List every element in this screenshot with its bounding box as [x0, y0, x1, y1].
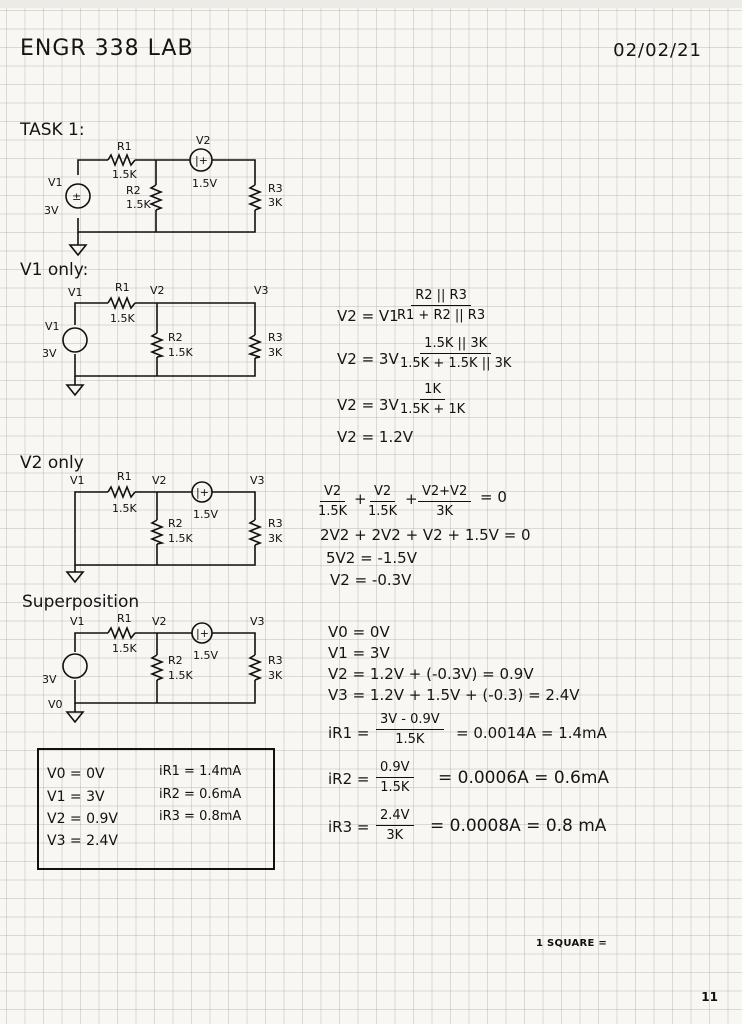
super-i3-fraction [376, 808, 414, 843]
super-i2-lhs: iR2 = [328, 770, 370, 788]
v2only-r2-value: 1.5K [168, 532, 193, 545]
superposition-heading: Superposition [22, 592, 140, 612]
v1only-eq1-den: R1 + R2 || R3 [397, 308, 486, 323]
super-v0-label: V0 [48, 698, 63, 711]
v1only-node2: V2 [150, 284, 165, 297]
super-r2-value: 1.5K [168, 669, 193, 682]
v2only-r1-value: 1.5K [112, 502, 137, 515]
v1only-eq3-den: 1.5K + 1K [400, 402, 466, 417]
super-src-value: 3V [42, 673, 57, 686]
v2only-plus1: + [354, 490, 367, 508]
v2only-node1: V1 [70, 474, 85, 487]
super-eq2: V1 = 3V [328, 644, 390, 662]
v1only-r3-label: R3 [268, 331, 283, 344]
super-i3-lhs: iR3 = [328, 818, 370, 836]
task1-r1-value: 1.5K [112, 168, 137, 181]
summary-v3: V3 = 2.4V [47, 833, 118, 849]
v1only-r2-value: 1.5K [168, 346, 193, 359]
task1-v2-value: 1.5V [192, 177, 218, 190]
task1-v2-label: V2 [196, 134, 211, 147]
super-src2-value: 1.5V [193, 649, 219, 662]
summary-i3: iR3 = 0.8mA [159, 809, 242, 824]
super-r1-value: 1.5K [112, 642, 137, 655]
v2only-r2-label: R2 [168, 517, 183, 530]
v1only-eq3-lhs: V2 = 3V [337, 396, 399, 414]
v1only-eq2-lhs: V2 = 3V [337, 350, 399, 368]
v2only-r1-label: R1 [117, 470, 132, 483]
page-date: 02/02/21 [613, 40, 702, 61]
super-i3-den: 3K [386, 828, 404, 843]
v2only-heading: V2 only [20, 453, 84, 473]
task1-r3-label: R3 [268, 182, 283, 195]
square-scale-label: 1 SQUARE = [536, 938, 608, 949]
super-eq3: V2 = 1.2V + (-0.3V) = 0.9V [328, 665, 534, 683]
super-eq1: V0 = 0V [328, 623, 390, 641]
summary-i2: iR2 = 0.6mA [159, 787, 242, 802]
super-node3: V3 [250, 615, 265, 628]
v1only-r1-value: 1.5K [110, 312, 135, 325]
task1-r1-label: R1 [117, 140, 132, 153]
task1-v2-sign: |+ [195, 154, 208, 167]
task1-r2-value: 1.5K [126, 198, 151, 211]
super-i1-num: 3V - 0.9V [376, 712, 444, 730]
v2only-term2-num: V2 [370, 484, 395, 502]
summary-v2: V2 = 0.9V [47, 811, 118, 827]
page-number: 11 [701, 990, 718, 1004]
v1only-eq1-lhs: V2 = V1 [337, 307, 399, 325]
v2only-term1-num: V2 [320, 484, 345, 502]
super-r3-label: R3 [268, 654, 283, 667]
v1only-r3-value: 3K [268, 346, 283, 359]
v1only-src-value: 3V [42, 347, 57, 360]
v2only-eq3: 5V2 = -1.5V [326, 549, 417, 567]
v2only-node2: V2 [152, 474, 167, 487]
super-i1-rhs: = 0.0014A = 1.4mA [456, 724, 607, 742]
v2only-eq4: V2 = -0.3V [330, 571, 412, 589]
super-src2-sign: |+ [196, 627, 209, 640]
summary-box [37, 748, 275, 870]
v2only-eq-zero: = 0 [480, 488, 507, 506]
super-eq4: V3 = 1.2V + 1.5V + (-0.3) = 2.4V [328, 686, 580, 704]
super-i1-fraction [376, 712, 444, 747]
summary-i1: iR1 = 1.4mA [159, 764, 242, 779]
v2only-term3-num: V2+V2 [418, 484, 471, 502]
task1-v1-sign: ± [72, 190, 82, 203]
task1-heading: TASK 1: [20, 120, 85, 140]
v1only-r2-label: R2 [168, 331, 183, 344]
summary-v1: V1 = 3V [47, 789, 105, 805]
v2only-node3: V3 [250, 474, 265, 487]
v2only-term2-den: 1.5K [368, 504, 398, 519]
v1only-r1-label: R1 [115, 281, 130, 294]
super-i3-rhs: = 0.0008A = 0.8 mA [430, 816, 607, 836]
v1only-eq4: V2 = 1.2V [337, 428, 414, 446]
super-i3-num: 2.4V [376, 808, 414, 826]
super-r1-label: R1 [117, 612, 132, 625]
super-i1-lhs: iR1 = [328, 724, 370, 742]
task1-r2-label: R2 [126, 184, 141, 197]
super-r3-value: 3K [268, 669, 283, 682]
v1only-eq2-num: 1.5K || 3K [420, 336, 491, 354]
v2only-plus2: + [405, 490, 418, 508]
v1only-eq1-num: R2 || R3 [411, 288, 471, 306]
super-node2: V2 [152, 615, 167, 628]
v1only-node1: V1 [68, 286, 83, 299]
super-i2-den: 1.5K [380, 780, 410, 795]
v2only-r3-value: 3K [268, 532, 283, 545]
v1only-heading: V1 only: [20, 260, 89, 280]
task1-v1-label: V1 [48, 176, 63, 189]
super-r2-label: R2 [168, 654, 183, 667]
super-node1: V1 [70, 615, 85, 628]
task1-v1-value: 3V [44, 204, 59, 217]
v1only-eq2-den: 1.5K + 1.5K || 3K [400, 356, 512, 371]
super-i2-fraction [376, 760, 414, 795]
v2only-r3-label: R3 [268, 517, 283, 530]
page-title: ENGR 338 LAB [20, 36, 194, 61]
v1only-node3: V3 [254, 284, 269, 297]
task1-r3-value: 3K [268, 196, 283, 209]
v2only-term3-den: 3K [436, 504, 454, 519]
v2only-eq2: 2V2 + 2V2 + V2 + 1.5V = 0 [320, 526, 531, 544]
v2only-src-value: 1.5V [193, 508, 219, 521]
super-i1-den: 1.5K [395, 732, 425, 747]
v1only-src-label: V1 [45, 320, 60, 333]
v1only-eq3-num: 1K [420, 382, 445, 400]
super-i2-num: 0.9V [376, 760, 414, 778]
v2only-term1-den: 1.5K [318, 504, 348, 519]
super-i2-rhs: = 0.0006A = 0.6mA [438, 768, 610, 788]
summary-v0: V0 = 0V [47, 766, 105, 782]
v2only-src-sign: |+ [196, 486, 209, 499]
